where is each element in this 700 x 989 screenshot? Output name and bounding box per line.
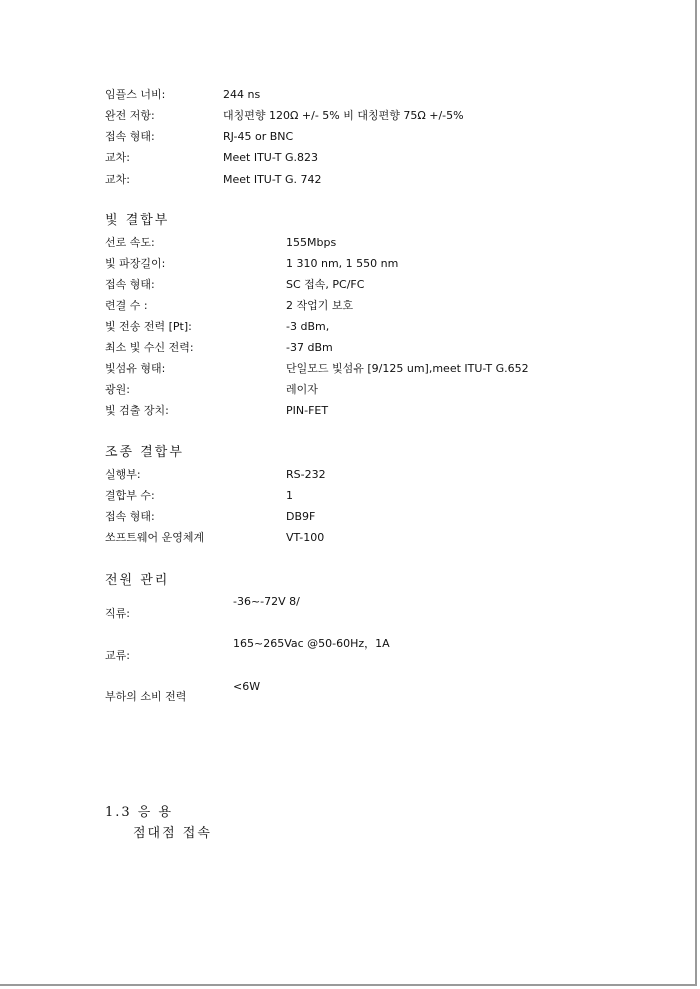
spec-label: 빛 전송 전력 [Pt]: — [105, 320, 192, 333]
spec-label: 빛 파장길이: — [105, 257, 166, 270]
spec-label: 접속 형태: — [105, 130, 155, 143]
spec-label: 련결 수 : — [105, 299, 148, 312]
spec-label: 결합부 수: — [105, 489, 155, 502]
spec-value: -36~-72V 8/ — [233, 595, 300, 608]
spec-value: 대칭편향 120Ω +/- 5% 비 대칭편향 75Ω +/-5% — [223, 109, 464, 122]
spec-label: 교차: — [105, 173, 130, 186]
spec-value: -37 dBm — [286, 341, 333, 354]
spec-value: 1 — [286, 489, 293, 502]
spec-value: RJ-45 or BNC — [223, 130, 294, 143]
section-heading: 빛 결합부 — [105, 213, 170, 228]
spec-value: RS-232 — [286, 468, 326, 481]
spec-label: 빛 검출 장치: — [105, 404, 169, 417]
spec-value: Meet ITU-T G.823 — [223, 151, 319, 164]
spec-value: 단일모드 빛섬유 [9/125 um],meet ITU-T G.652 — [286, 362, 529, 375]
section-number-heading: 1.3 응 용 — [105, 805, 174, 820]
spec-value: VT-100 — [286, 531, 325, 544]
spec-label: 완전 저항: — [105, 109, 155, 122]
spec-value: SC 접속, PC/FC — [286, 278, 365, 291]
spec-value: -3 dBm, — [286, 320, 330, 333]
section-heading: 조종 결합부 — [105, 445, 184, 460]
spec-value: 1 310 nm, 1 550 nm — [286, 257, 399, 270]
spec-label: 선로 속도: — [105, 236, 155, 249]
spec-label: 임플스 너비: — [105, 88, 166, 101]
spec-label: 실행부: — [105, 468, 141, 481]
spec-label: 광원: — [105, 383, 130, 396]
spec-value: PIN-FET — [286, 404, 329, 417]
spec-label: 부하의 소비 전력 — [105, 690, 187, 703]
spec-value: 155Mbps — [286, 236, 337, 249]
spec-label: 교류: — [105, 649, 130, 662]
spec-value: 165~265Vac @50-60Hz，1A — [233, 637, 390, 650]
section-subheading: 점대점 접속 — [133, 826, 212, 841]
spec-label: 직류: — [105, 607, 130, 620]
spec-value: 레이자 — [286, 383, 318, 396]
spec-label: 쏘프트웨어 운영체계 — [105, 531, 205, 544]
spec-label: 최소 빛 수신 전력: — [105, 341, 194, 354]
spec-label: 교차: — [105, 151, 130, 164]
spec-value: 2 작업기 보호 — [286, 299, 354, 312]
spec-label: 빛섬유 형태: — [105, 362, 166, 375]
spec-value: Meet ITU-T G. 742 — [223, 173, 322, 186]
spec-value: <6W — [233, 680, 261, 693]
spec-value: 244 ns — [223, 88, 261, 101]
section-heading: 전원 관리 — [105, 573, 170, 588]
spec-label: 접속 형태: — [105, 278, 155, 291]
spec-label: 접속 형태: — [105, 510, 155, 523]
spec-value: DB9F — [286, 510, 316, 523]
